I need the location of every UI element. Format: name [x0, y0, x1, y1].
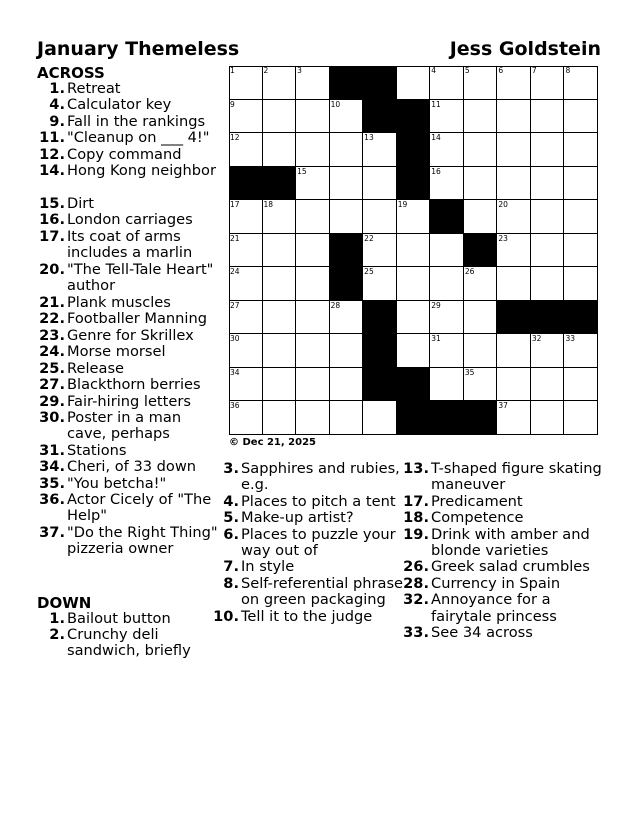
- clue-text: "Do the Right Thing" pizzeria owner: [67, 524, 218, 558]
- grid-cell[interactable]: [296, 301, 330, 335]
- grid-block: [564, 301, 598, 335]
- clue-text: "The Tell-Tale Heart" author: [67, 261, 214, 295]
- clue-text: See 34 across: [431, 624, 533, 642]
- grid-cell[interactable]: [229, 368, 263, 402]
- grid-cell[interactable]: [263, 334, 297, 368]
- down-clue[interactable]: [211, 576, 406, 609]
- grid-cell[interactable]: [397, 301, 431, 335]
- down-clue[interactable]: [401, 461, 606, 494]
- puzzle-title: January Themeless: [37, 38, 240, 60]
- cell-number: 33: [565, 334, 575, 344]
- clue-number: 13.: [403, 460, 429, 477]
- down-clue[interactable]: [401, 625, 606, 641]
- cell-number: 36: [230, 401, 240, 411]
- grid-cell[interactable]: [397, 234, 431, 268]
- grid-cell[interactable]: [497, 334, 531, 368]
- clue-number: 17.: [403, 492, 429, 510]
- grid-cell[interactable]: [531, 267, 565, 301]
- down-clue[interactable]: [37, 611, 202, 627]
- cell-number: 27: [230, 300, 240, 310]
- grid-cell[interactable]: [330, 100, 364, 134]
- clue-text: Blackthorn berries: [67, 376, 201, 393]
- across-clue[interactable]: [37, 328, 222, 344]
- clue-number: 23.: [39, 327, 65, 344]
- clue-text: Morse morsel: [67, 343, 166, 360]
- grid-cell[interactable]: [564, 100, 598, 134]
- cell-number: 31: [431, 334, 441, 344]
- clue-text: Annoyance for a fairytale princess: [431, 591, 557, 625]
- copyright-notice: © Dec 21, 2025: [229, 437, 317, 448]
- grid-cell[interactable]: [531, 334, 565, 368]
- grid-cell[interactable]: [263, 234, 297, 268]
- grid-cell[interactable]: [263, 100, 297, 134]
- down-clue[interactable]: [401, 576, 606, 592]
- clue-number: 4.: [223, 492, 239, 510]
- cell-number: 17: [230, 200, 240, 210]
- grid-cell[interactable]: [229, 401, 263, 435]
- grid-block: [430, 200, 464, 234]
- clue-text: Retreat: [67, 80, 121, 97]
- cell-number: 13: [364, 133, 374, 143]
- grid-cell[interactable]: [330, 368, 364, 402]
- clue-text: Hong Kong neighbor: [67, 162, 216, 179]
- clue-number: 25.: [39, 360, 65, 377]
- cell-number: 22: [364, 233, 374, 243]
- clue-number: 18.: [403, 509, 429, 527]
- clue-number: 1.: [49, 80, 65, 97]
- clue-number: 31.: [39, 442, 65, 459]
- grid-cell[interactable]: [430, 100, 464, 134]
- clue-text: London carriages: [67, 211, 193, 228]
- grid-cell[interactable]: [363, 234, 397, 268]
- puzzle-author: Jess Goldstein: [449, 38, 601, 60]
- grid-cell[interactable]: [330, 401, 364, 435]
- down-clue[interactable]: [401, 559, 606, 575]
- down-clue[interactable]: [401, 527, 606, 560]
- grid-cell[interactable]: [430, 133, 464, 167]
- cell-number: 29: [431, 300, 441, 310]
- grid-block: [430, 401, 464, 435]
- grid-cell[interactable]: [531, 401, 565, 435]
- grid-cell[interactable]: [363, 167, 397, 201]
- clue-number: 11.: [39, 129, 65, 146]
- grid-cell[interactable]: [464, 66, 498, 100]
- across-clue[interactable]: [37, 394, 222, 410]
- down-heading: DOWN: [37, 594, 92, 612]
- across-clue[interactable]: [37, 492, 222, 525]
- cell-number: 6: [498, 66, 504, 75]
- cell-number: 7: [531, 66, 537, 75]
- grid-cell[interactable]: [296, 267, 330, 301]
- grid-block: [363, 66, 397, 100]
- grid-block: [497, 301, 531, 335]
- cell-number: 9: [230, 99, 235, 109]
- clue-number: 37.: [39, 524, 65, 541]
- clue-number: 26.: [403, 558, 429, 576]
- cell-number: 1: [230, 66, 235, 75]
- grid-block: [397, 167, 431, 201]
- grid-cell[interactable]: [430, 267, 464, 301]
- grid-cell[interactable]: [296, 334, 330, 368]
- grid-cell[interactable]: [464, 368, 498, 402]
- grid-cell[interactable]: [564, 267, 598, 301]
- across-clue[interactable]: [37, 476, 222, 492]
- grid-block: [397, 401, 431, 435]
- grid-cell[interactable]: [497, 167, 531, 201]
- cell-number: 20: [498, 200, 508, 210]
- grid-block: [397, 368, 431, 402]
- across-clue[interactable]: [37, 377, 222, 393]
- grid-block: [531, 301, 565, 335]
- clue-text: Greek salad crumbles: [431, 558, 590, 576]
- grid-block: [363, 100, 397, 134]
- down-clue[interactable]: [211, 527, 406, 560]
- cell-number: 25: [364, 267, 374, 277]
- clue-number: 7.: [223, 558, 239, 576]
- grid-cell[interactable]: [531, 234, 565, 268]
- grid-cell[interactable]: [430, 368, 464, 402]
- grid-cell[interactable]: [531, 66, 565, 100]
- across-clue[interactable]: [37, 163, 222, 179]
- clue-text: Release: [67, 360, 125, 377]
- clue-text: Dirt: [67, 195, 95, 212]
- grid-cell[interactable]: [330, 133, 364, 167]
- cell-number: 23: [498, 233, 508, 243]
- clue-number: 30.: [39, 409, 65, 426]
- cell-number: 28: [330, 300, 341, 310]
- grid-cell[interactable]: [330, 200, 364, 234]
- grid-cell[interactable]: [397, 200, 431, 234]
- grid-cell[interactable]: [497, 133, 531, 167]
- grid-cell[interactable]: [229, 267, 263, 301]
- clue-text: In style: [241, 558, 295, 576]
- clue-number: 5.: [223, 509, 239, 527]
- clue-number: 6.: [223, 525, 239, 543]
- across-clue[interactable]: [37, 229, 222, 262]
- grid-cell[interactable]: [263, 267, 297, 301]
- across-clue[interactable]: [37, 147, 222, 163]
- clue-text: Copy command: [67, 146, 182, 163]
- across-clue[interactable]: [37, 81, 222, 97]
- clue-number: 32.: [403, 591, 429, 609]
- grid-cell[interactable]: [330, 334, 364, 368]
- grid-cell[interactable]: [497, 100, 531, 134]
- grid-cell[interactable]: [229, 133, 263, 167]
- grid-block: [263, 167, 297, 201]
- grid-cell[interactable]: [464, 133, 498, 167]
- grid-cell[interactable]: [263, 66, 297, 100]
- grid-cell[interactable]: [229, 334, 263, 368]
- across-heading: ACROSS: [37, 64, 105, 82]
- across-clue[interactable]: [37, 410, 222, 443]
- grid-cell[interactable]: [229, 200, 263, 234]
- grid-cell[interactable]: [397, 267, 431, 301]
- clue-number: 12.: [39, 146, 65, 163]
- cell-number: 8: [565, 66, 571, 75]
- grid-cell[interactable]: [430, 234, 464, 268]
- grid-cell[interactable]: [531, 133, 565, 167]
- grid-block: [363, 301, 397, 335]
- grid-cell[interactable]: [497, 368, 531, 402]
- grid-cell[interactable]: [564, 133, 598, 167]
- grid-block: [363, 334, 397, 368]
- grid-cell[interactable]: [363, 267, 397, 301]
- clue-text: Make-up artist?: [241, 509, 354, 527]
- grid-cell[interactable]: [531, 368, 565, 402]
- grid-cell[interactable]: [263, 133, 297, 167]
- grid-cell[interactable]: [296, 368, 330, 402]
- clue-number: 21.: [39, 294, 65, 311]
- cell-number: 16: [431, 166, 441, 176]
- grid-cell[interactable]: [296, 167, 330, 201]
- grid-cell[interactable]: [564, 368, 598, 402]
- grid-cell[interactable]: [464, 301, 498, 335]
- grid-cell[interactable]: [263, 401, 297, 435]
- cell-number: 37: [498, 401, 508, 411]
- clue-number: 27.: [39, 376, 65, 393]
- cell-number: 3: [297, 66, 302, 75]
- across-clue[interactable]: [37, 361, 222, 377]
- clue-text: Predicament: [431, 492, 523, 510]
- grid-cell[interactable]: [263, 200, 297, 234]
- cell-number: 2: [263, 66, 269, 75]
- across-clue[interactable]: [37, 97, 222, 113]
- crossword-grid[interactable]: [229, 66, 598, 435]
- grid-cell[interactable]: [263, 301, 297, 335]
- clue-number: 2.: [49, 626, 65, 643]
- grid-cell[interactable]: [564, 167, 598, 201]
- grid-cell[interactable]: [497, 267, 531, 301]
- down-clue[interactable]: [401, 510, 606, 526]
- across-clue[interactable]: [37, 262, 222, 295]
- cell-number: 14: [431, 133, 441, 143]
- grid-cell[interactable]: [464, 167, 498, 201]
- clue-number: 9.: [49, 113, 65, 130]
- clue-text: Plank muscles: [67, 294, 171, 311]
- grid-cell[interactable]: [229, 66, 263, 100]
- down-clue-list-middle: [211, 461, 406, 625]
- grid-block: [330, 234, 364, 268]
- cell-number: 12: [230, 133, 240, 143]
- grid-cell[interactable]: [497, 66, 531, 100]
- clue-text: Self-referential phrase on green packaging: [241, 574, 404, 609]
- clue-text: Actor Cicely of "The Help": [67, 491, 212, 525]
- cell-number: 4: [431, 66, 437, 75]
- down-clue[interactable]: [211, 494, 406, 510]
- down-clue[interactable]: [401, 494, 606, 510]
- across-clue[interactable]: [37, 196, 222, 212]
- across-clue[interactable]: [37, 443, 222, 459]
- grid-cell[interactable]: [497, 234, 531, 268]
- grid-cell[interactable]: [531, 100, 565, 134]
- grid-cell[interactable]: [330, 167, 364, 201]
- grid-cell[interactable]: [229, 100, 263, 134]
- down-clue[interactable]: [211, 559, 406, 575]
- across-clue[interactable]: [37, 311, 222, 327]
- grid-cell[interactable]: [330, 301, 364, 335]
- grid-cell[interactable]: [464, 200, 498, 234]
- grid-cell[interactable]: [430, 66, 464, 100]
- clue-text: Tell it to the judge: [241, 607, 373, 625]
- across-clue[interactable]: [37, 114, 222, 130]
- grid-cell[interactable]: [229, 234, 263, 268]
- grid-cell[interactable]: [296, 66, 330, 100]
- across-clue[interactable]: [37, 459, 222, 475]
- grid-cell[interactable]: [363, 133, 397, 167]
- grid-cell[interactable]: [531, 167, 565, 201]
- down-clue[interactable]: [401, 592, 606, 625]
- clue-text: T-shaped figure skating maneuver: [431, 460, 602, 494]
- grid-cell[interactable]: [430, 301, 464, 335]
- clue-text: Its coat of arms includes a marlin: [67, 228, 193, 262]
- clue-number: 22.: [39, 310, 65, 327]
- clue-number: 1.: [49, 610, 65, 627]
- grid-cell[interactable]: [497, 401, 531, 435]
- clue-number: 20.: [39, 261, 65, 278]
- grid-cell[interactable]: [296, 234, 330, 268]
- across-clue[interactable]: [37, 344, 222, 360]
- across-clue[interactable]: [37, 525, 222, 558]
- across-clue[interactable]: [37, 295, 222, 311]
- grid-cell[interactable]: [397, 66, 431, 100]
- clue-text: Places to puzzle your way out of: [241, 525, 396, 560]
- clue-text: Crunchy deli sandwich, briefly: [67, 626, 191, 660]
- clue-number: 33.: [403, 624, 429, 642]
- clue-number: 35.: [39, 475, 65, 492]
- grid-cell[interactable]: [464, 100, 498, 134]
- clue-text: "You betcha!": [67, 475, 167, 492]
- clue-number: 36.: [39, 491, 65, 508]
- cell-number: 19: [397, 200, 408, 210]
- clue-text: Sapphires and rubies, e.g.: [241, 460, 400, 494]
- clue-number: 15.: [39, 195, 65, 212]
- clue-text: Poster in a man cave, perhaps: [67, 409, 182, 443]
- grid-cell[interactable]: [296, 200, 330, 234]
- clue-number: 3.: [223, 460, 239, 477]
- clue-text: Bailout button: [67, 610, 171, 627]
- clue-text: Currency in Spain: [431, 574, 561, 592]
- grid-block: [330, 66, 364, 100]
- clue-number: 24.: [39, 343, 65, 360]
- across-clue[interactable]: [37, 212, 222, 228]
- grid-cell[interactable]: [464, 267, 498, 301]
- grid-block: [229, 167, 263, 201]
- clue-text: Genre for Skrillex: [67, 327, 194, 344]
- clue-number: 8.: [223, 574, 239, 592]
- clue-text: Calculator key: [67, 96, 172, 113]
- grid-block: [464, 401, 498, 435]
- grid-cell[interactable]: [531, 200, 565, 234]
- clue-text: Fall in the rankings: [67, 113, 206, 130]
- grid-cell[interactable]: [564, 66, 598, 100]
- clue-number: 19.: [403, 525, 429, 543]
- grid-cell[interactable]: [263, 368, 297, 402]
- cell-number: 18: [263, 200, 274, 210]
- clue-text: Fair-hiring letters: [67, 393, 191, 410]
- cell-number: 32: [531, 334, 542, 344]
- clue-number: 14.: [39, 162, 65, 179]
- across-clue[interactable]: [37, 130, 222, 146]
- clue-text: Cheri, of 33 down: [67, 458, 197, 475]
- down-clue-list-right: [401, 461, 606, 641]
- cell-number: 34: [230, 367, 240, 377]
- grid-cell[interactable]: [430, 167, 464, 201]
- down-clue[interactable]: [37, 627, 202, 660]
- clue-text: Competence: [431, 509, 524, 527]
- clue-number: 29.: [39, 393, 65, 410]
- cell-number: 15: [297, 166, 307, 176]
- grid-cell[interactable]: [497, 200, 531, 234]
- cell-number: 5: [464, 66, 470, 75]
- clue-number: 34.: [39, 458, 65, 475]
- clue-number: 28.: [403, 574, 429, 592]
- down-clue[interactable]: [211, 461, 406, 494]
- grid-cell[interactable]: [430, 334, 464, 368]
- cell-number: 35: [464, 367, 475, 377]
- grid-cell[interactable]: [229, 301, 263, 335]
- grid-cell[interactable]: [564, 234, 598, 268]
- cell-number: 21: [230, 233, 240, 243]
- down-clue[interactable]: [211, 609, 406, 625]
- grid-block: [464, 234, 498, 268]
- grid-cell[interactable]: [397, 334, 431, 368]
- grid-block: [363, 368, 397, 402]
- clue-text: Drink with amber and blonde varieties: [431, 525, 590, 560]
- cell-number: 11: [431, 99, 441, 109]
- grid-cell[interactable]: [296, 133, 330, 167]
- grid-cell[interactable]: [464, 334, 498, 368]
- grid-block: [330, 267, 364, 301]
- clue-number: 17.: [39, 228, 65, 245]
- grid-cell[interactable]: [296, 100, 330, 134]
- cell-number: 24: [230, 267, 240, 277]
- grid-cell[interactable]: [363, 200, 397, 234]
- clue-number: 4.: [49, 96, 65, 113]
- grid-cell[interactable]: [564, 334, 598, 368]
- clue-text: Places to pitch a tent: [241, 492, 396, 510]
- grid-block: [397, 133, 431, 167]
- clue-text: Stations: [67, 442, 127, 459]
- grid-cell[interactable]: [564, 200, 598, 234]
- clue-text: "Cleanup on ___ 4!": [67, 129, 210, 146]
- clue-number: 16.: [39, 211, 65, 228]
- grid-cell[interactable]: [564, 401, 598, 435]
- grid-block: [397, 100, 431, 134]
- cell-number: 10: [330, 99, 341, 109]
- clue-text: Footballer Manning: [67, 310, 207, 327]
- grid-cell[interactable]: [296, 401, 330, 435]
- cell-number: 30: [230, 334, 240, 344]
- cell-number: 26: [464, 267, 475, 277]
- grid-cell[interactable]: [363, 401, 397, 435]
- clue-number: 10.: [213, 607, 239, 625]
- down-clue[interactable]: [211, 510, 406, 526]
